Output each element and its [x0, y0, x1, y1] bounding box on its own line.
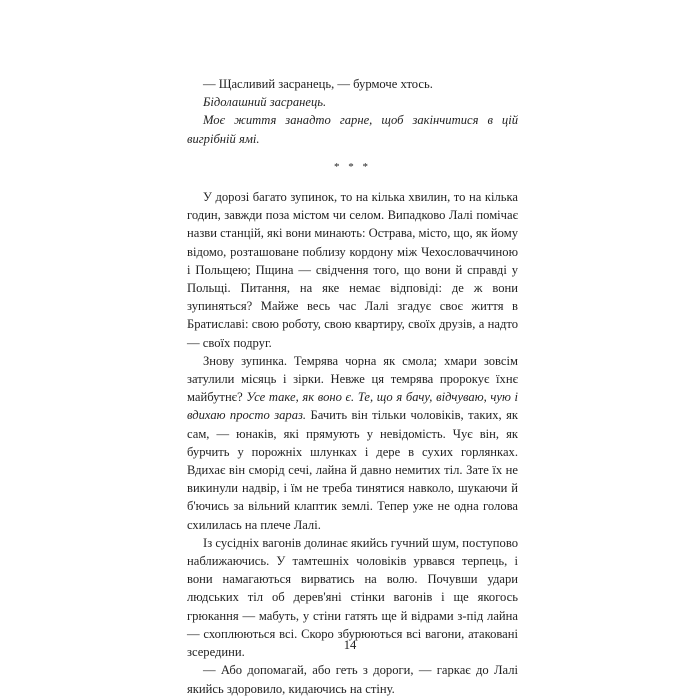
paragraph-noise: Із сусідніх вагонів долинає якийсь гучний шум, поступово наближаючись. У тамтешніх чоловіків урвався терпець, і вони намагаються вирватись на волю. Почувши удари людських тіл об дерев'яні стінки вагонів і ще якогось грюкання — мабуть, у стіни гатять ще й відрами з-під лайна — схоплюються всі. Скоро збурюються всі вагони, атаковані зсередини.: [187, 535, 518, 660]
page-number: 14: [343, 638, 357, 652]
paragraph-journey: У дорозі багато зупинок, то на кілька хвилин, то на кілька годин, завжди поза містом чи селом. Випадково Лалі помічає назви станцій, які вони минають: Острава, місто, що, як йому відомо, розташоване поблизу кордону між Чехословаччиною і Польщею; Пщина — свідчення того, що вони й справді у Польщі. Питання, на яке немає відповіді: де ж вони зупиняться? Майже весь час Лалі згадує своє життя в Братиславі: свою роботу, свою квартиру, своїх друзів, а надто — своїх подруг.: [187, 190, 518, 350]
section-separator: * * *: [334, 160, 371, 173]
paragraph-dialogue-1: — Щасливий засранець, — бурмоче хтось.: [203, 77, 433, 91]
paragraph-darkness-italic: Усе таке, як воно є. Те, що я бачу, відчуваю, чую і вдихаю просто зараз.: [187, 390, 519, 423]
paragraph-darkness-start: Знову зупинка. Темрява чорна як смола; хмари зовсім затулили місяць і зірки. Невже ця темрява пророкує їхнє майбутнє?: [187, 353, 518, 405]
paragraph-thought-1: Бідолашний засранець.: [203, 95, 327, 110]
paragraph-darkness: [187, 352, 518, 534]
paragraph-darkness-end: Бачить він тільки чоловіків, таких, як сам, — юнаків, які прямують у невідомість. Чує він, як бурчить у порожніх шлунках і дере в сухих горлянках. Вдихає він сморід сечі, лайна й давно немитих тіл. Зате їх не викинули надвір, і їм не треба тинятися навколо, шукаючи й б'ючись за вільний клаптик землі. Тепер уже не одна голова схилилась на плече Лалі.: [187, 408, 518, 532]
paragraph-dialogue-2: — Або допомагай, або геть з дороги, — гаркає до Лалі якийсь здоровило, кидаючись на стіну.: [187, 663, 518, 696]
paragraph-thought-2: Моє життя занадто гарне, щоб закінчитися в цій вигрібній ямі.: [187, 113, 518, 146]
body-text: [187, 75, 518, 698]
